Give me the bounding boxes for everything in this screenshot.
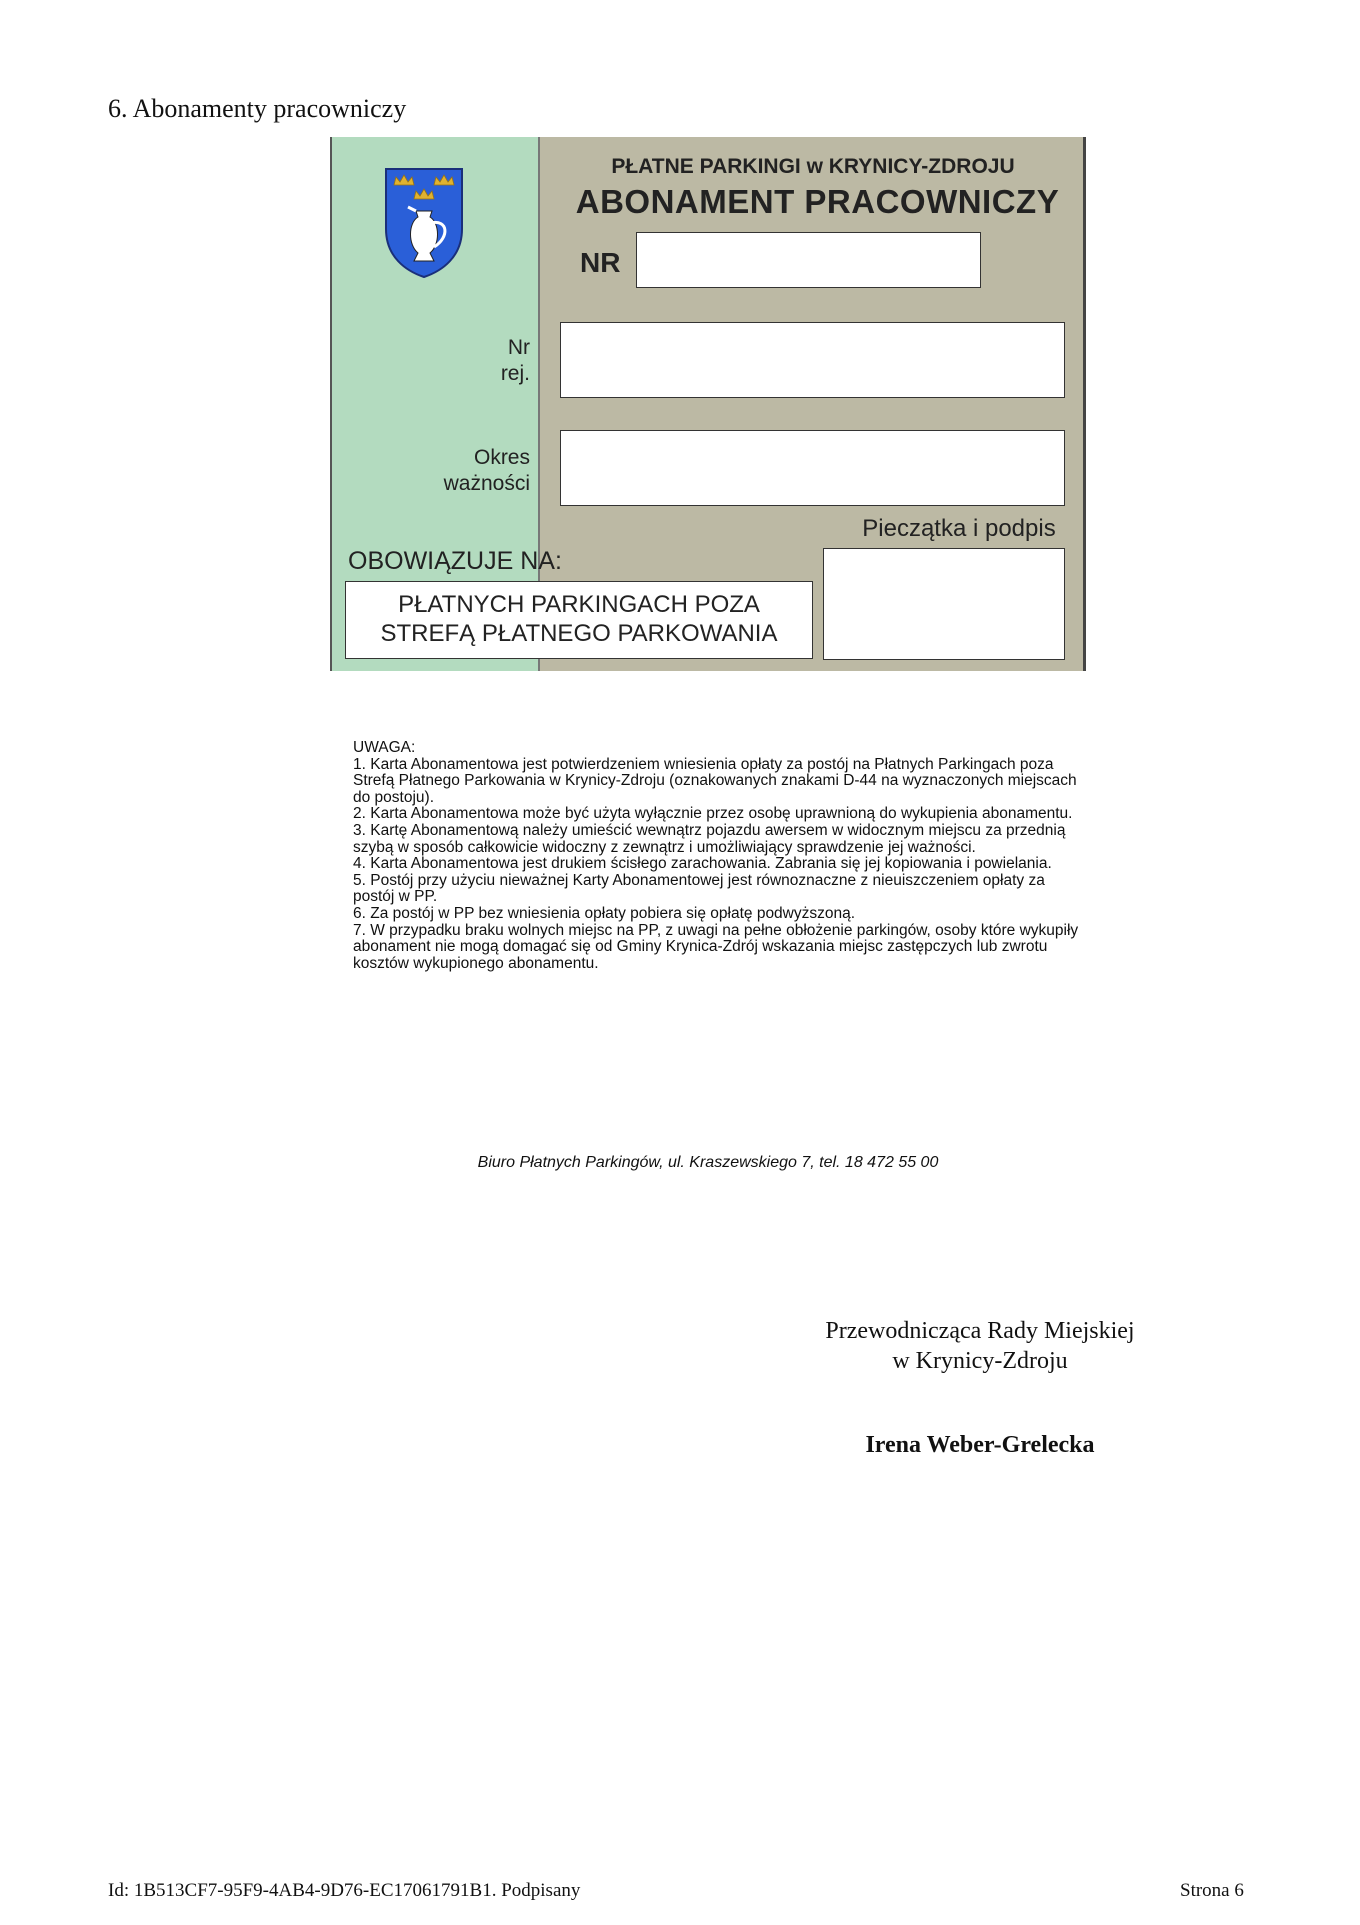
- notes-heading: UWAGA:: [353, 739, 416, 756]
- footer-document-id: Id: 1B513CF7-95F9-4AB4-9D76-EC17061791B1. Podpisany: [108, 1880, 581, 1901]
- signature-title-line1: Przewodnicząca Rady Miejskiej: [825, 1318, 1135, 1344]
- section-title: 6. Abonamenty pracowniczy: [108, 94, 407, 123]
- nr-field: [636, 232, 981, 288]
- notes: [353, 740, 1083, 972]
- note-item: 3. Kartę Abonamentową należy umieścić wewnątrz pojazdu awersem w widocznym miejscu za przednią szybą w sposób całkowicie widoczny z zewnątrz i umożliwiający sprawdzenie jej ważności.: [353, 821, 1066, 856]
- validity-label-line1: Okres: [473, 446, 530, 469]
- applies-line1: PŁATNYCH PARKINGACH POZA: [398, 591, 760, 618]
- signature-title: [780, 1316, 1180, 1376]
- note-item: 5. Postój przy użyciu nieważnej Karty Abonamentowej jest równoznaczne z nieuiszczeniem opłaty za postój w PP.: [353, 871, 1045, 906]
- note-item: 4. Karta Abonamentowa jest drukiem ścisłego zarachowania. Zabrania się jej kopiowania i powielania.: [353, 855, 1052, 873]
- office-address: Biuro Płatnych Parkingów, ul. Kraszewskiego 7, tel. 18 472 55 00: [477, 1154, 939, 1171]
- note-item: 2. Karta Abonamentowa może być użyta wyłącznie przez osobę uprawnioną do wykupienia abonamentu.: [353, 805, 1073, 823]
- registration-label: [330, 335, 530, 387]
- signature-title-line2: w Krynicy-Zdroju: [892, 1348, 1068, 1374]
- registration-label-line1: Nr: [507, 336, 530, 359]
- validity-label-line2: ważności: [443, 472, 530, 495]
- note-item: 7. W przypadku braku wolnych miejsc na PP, z uwagi na pełne obłożenie parkingów, osoby które wykupiły abonament nie mogą domagać się od Gminy Krynica-Zdrój wskazania miejsc zastępczych lub zwrotu kosztów wykupionego abonamentu.: [353, 921, 1079, 972]
- signature-name: Irena Weber-Grelecka: [865, 1432, 1095, 1458]
- applies-line2: STREFĄ PŁATNEGO PARKOWANIA: [380, 620, 778, 647]
- stamp-label: Pieczątka i podpis: [862, 515, 1056, 542]
- registration-label-line2: rej.: [500, 362, 530, 385]
- nr-label: NR: [580, 247, 621, 278]
- registration-field: [560, 322, 1065, 398]
- card-heading: PŁATNE PARKINGI w KRYNICY-ZDROJU: [611, 155, 1015, 178]
- card-title: ABONAMENT PRACOWNICZY: [575, 183, 1060, 220]
- validity-label: [330, 445, 530, 497]
- note-item: 6. Za postój w PP bez wniesienia opłaty pobiera się opłatę podwyższoną.: [353, 904, 856, 922]
- applies-label: OBOWIĄZUJE NA:: [348, 547, 562, 575]
- coat-of-arms-krynica-icon: [384, 167, 464, 279]
- footer-page-number: Strona 6: [1180, 1880, 1244, 1901]
- applies-box: [345, 581, 813, 659]
- note-item: 1. Karta Abonamentowa jest potwierdzeniem wniesienia opłaty za postój na Płatnych Parkingach poza Strefą Płatnego Parkowania w Krynicy-Zdroju (oznakowanych znakami D-44 na wyznaczonych miejscach do postoju).: [353, 755, 1077, 806]
- stamp-field: [823, 548, 1065, 660]
- parking-card: [330, 137, 1086, 671]
- validity-field: [560, 430, 1065, 506]
